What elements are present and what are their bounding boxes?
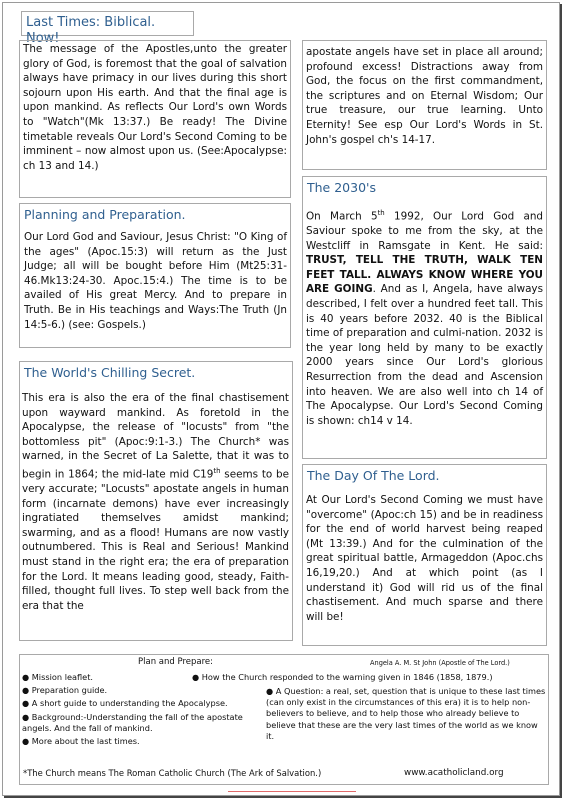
chilling-title: The World's Chilling Secret. [24, 365, 196, 380]
footer-item-question: ● A Question: a real, set, question that is unique to these last times (can only exist in the circumstances of this era) it is to help non-believers to believe, and to help those who already believe to believe that these are the very last times of the world as we know it. [266, 686, 546, 741]
footer-item-background: ● Background:-Understanding the fall of the apostate angels. And the fall of mankind. [22, 711, 243, 733]
dayoflord-box [302, 464, 547, 646]
y2030-sup: th [377, 209, 385, 217]
y2030-text [303, 196, 546, 428]
footer-item-apocalypse: ● A short guide to understanding the Apocalypse. [22, 698, 228, 709]
planning-box [19, 203, 291, 348]
continuation-text: apostate angels have set in place all around; profound excess! Distractions away from God, the focus on the first commandment, the scriptures and on Eternal Wisdom; Our true treasure, our true learning. Unto Eternity! See esp Our Lord's Words in St. John's gospel ch's 14-17. [306, 46, 543, 146]
footer-church-note: *The Church means The Roman Catholic Church (The Ark of Salvation.) [23, 768, 322, 778]
chilling-text [20, 381, 292, 613]
footer-heading: Plan and Prepare: [138, 657, 213, 667]
planning-title: Planning and Preparation. [24, 207, 186, 222]
continuation-box [302, 40, 547, 170]
main-title-box [21, 11, 194, 46]
footer-item-mission: ● Mission leaflet. [22, 672, 94, 682]
footer-author: Angela A. M. St John (Apostle of The Lord.) [370, 659, 510, 667]
intro-text: The message of the Apostles,unto the greater glory of God, is foremost that the goal of salvation always have primacy in our lives during this short sojourn upon His earth. And that the final age is upon mankind. As reflects Our Lord's own Words to "Watch"(Mk 13:37.) Be ready! The Divine timetable reveals Our Lord's Second Coming to be imminent – now almost upon us. (See:Apocalypse: ch 13 and 14.) [23, 43, 287, 172]
y2030-text-b: 1992, Our Lord God and Saviour spoke to me from the sky, at the Westcliff in Ramsgate in Kent. He said: [306, 210, 544, 252]
y2030-title: The 2030's [307, 180, 376, 195]
main-title: Last Times: Biblical. Now! [26, 15, 156, 46]
footer-website[interactable]: www.acatholicland.org [404, 768, 504, 778]
dayoflord-text: At Our Lord's Second Coming we must have "overcome" (Apoc:ch 15) and be in readiness for the end of world harvest being reaped (Mt 13:39.) And for the culmination of the great spiritual battle, Armageddon (Apoc.chs 16,19,20.) And at which point (as I understand it) God will rid us of the final chastisement. And much sparse and there will be! [306, 494, 543, 623]
y2030-text-c: . And as I, Angela, have always described, I felt over a hundred feet tall. This is 40 years before 2032. 40 is the Biblical time of preparation and culmi-nation. 2032 is the year long held by many to be exactly 2000 years since Our Lord's glorious Resurrection from the dead and Ascension into heaven. We are also well into ch 14 of The Apocalypse. Our Lord's Second Coming is shown: ch14 v 14. [306, 283, 543, 427]
dayoflord-title: The Day Of The Lord. [307, 468, 440, 483]
y2030-text-a: On March 5 [306, 210, 378, 223]
chilling-box [19, 361, 293, 641]
y2030-box [302, 176, 547, 459]
chilling-text-b: seems to be very accurate; "Locusts" apostate angels in human form (incarnate demons) have ever increasingly ingratiated themselves amidst mankind; swarming, and as a flood! Humans are now vastly outnumbered. This is Real and Serious! Mankind must stand in the right era; the era of preparation for the Lord. It means leading good, steady, Faith-filled, thought full lives. To step well back from the era that the [22, 468, 290, 612]
footer-box [19, 654, 549, 785]
intro-box [19, 40, 291, 198]
y2030-quote: TRUST, TELL THE TRUTH, WALK TEN FEET TALL. ALWAYS KNOW WHERE YOU ARE GOING [306, 254, 543, 296]
chilling-sup: th [213, 466, 221, 475]
bottom-accent-line [228, 791, 356, 792]
footer-left-list [22, 672, 268, 747]
planning-text: Our Lord God and Saviour, Jesus Christ: "O King of the ages" (Apoc.15:3) will return as the Just Judge; all will be bought before Him (Mt25:31-46.Mk13:24-30. Apoc.15:4.) The time is to be availed of His great Mercy. And to prepare in Truth. Be in His teachings and Ways:The Truth (Jn 14:5-6.) (see: Gospels.) [24, 231, 287, 331]
chilling-text-a: This era is also the era of the final chastisement upon wayward mankind. As foretold in the Apocalypse, the release of "locusts" from "the bottomless pit" (Apoc:9:1-3.) The Church* was warned, in the Secret of La Salette, that it was to begin in 1864; the mid-late mid C19 [22, 392, 289, 481]
footer-item-more: ● More about the last times. [22, 736, 140, 747]
footer-item-church-response: ● How the Church responded to the warning given in 1846 (1858, 1879.) [192, 672, 493, 682]
footer-item-preparation: ● Preparation guide. [22, 685, 108, 696]
